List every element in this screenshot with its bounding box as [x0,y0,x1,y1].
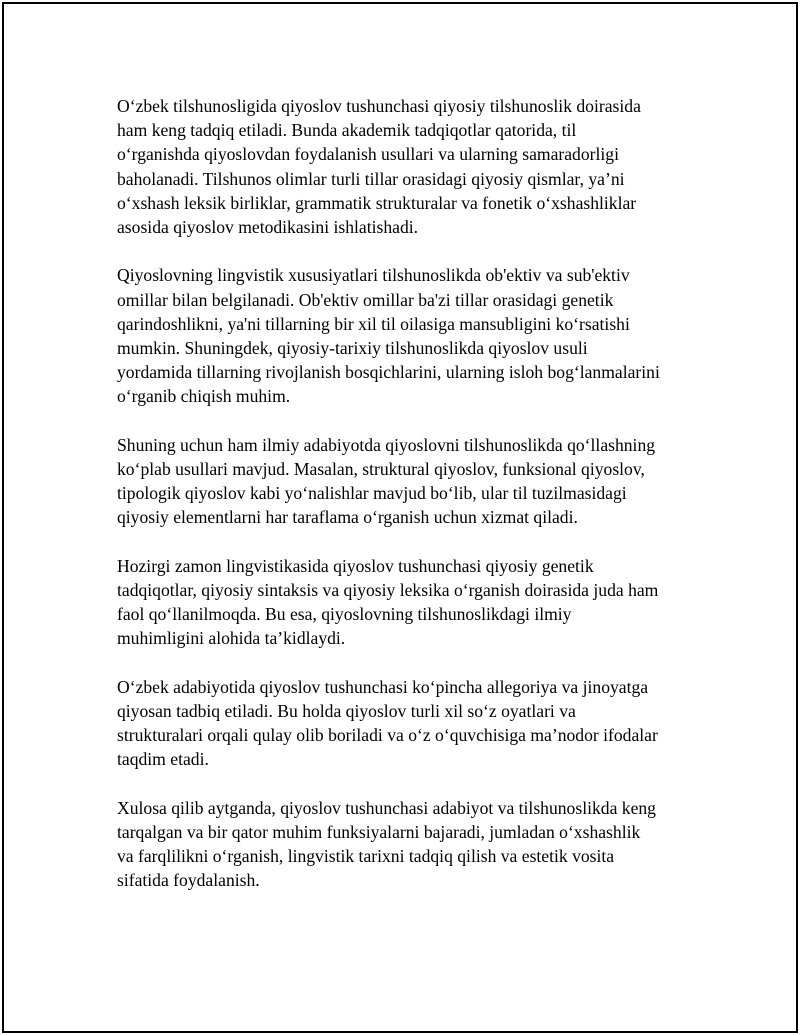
paragraph-4: Hozirgi zamon lingvistikasida qiyoslov tushunchasi qiyosiy genetik tadqiqotlar, qiyosiy sintaksis va qiyosiy leksika o‘rganish doirasida juda ham faol qo‘llanilmoqda. Bu esa, qiyoslovning tilshunoslikdagi ilmiy muhimligini alohida ta’kidlaydi. [117,555,659,649]
paragraph-2: Qiyoslovning lingvistik xususiyatlari tilshunoslikda ob'ektiv va sub'ektiv omillar bilan belgilanadi. Ob'ektiv omillar ba'zi tillar orasidagi genetik qarindoshlikni, ya'ni tillarning bir xil til oilasiga mansubligini ko‘rsatishi mumkin. Shuningdek, qiyosiy-tarixiy tilshunoslikda qiyoslov usuli yordamida tillarning rivojlanish bosqichlarini, ularning isloh bog‘lanmalarini o‘rganib chiqish muhim. [117,265,660,407]
paragraph-3: Shuning uchun ham ilmiy adabiyotda qiyoslovni tilshunoslikda qo‘llashning ko‘plab usullari mavjud. Masalan, struktural qiyoslov, funksional qiyoslov, tipologik qiyoslov kabi yo‘nalishlar mavjud bo‘lib, ular til tuzilmasidagi qiyosiy elementlarni har taraflama o‘rganish uchun xizmat qiladi. [117,434,656,528]
paragraph-6: Xulosa qilib aytganda, qiyoslov tushunchasi adabiyot va tilshunoslikda keng tarqalgan va bir qator muhim funksiyalarni bajaradi, jumladan o‘xshashlik va farqlilikni o‘rganish, lingvistik tarixni tadqiq qilish va estetik vosita sifatida foydalanish. [117,797,656,891]
paragraph-1: O‘zbek tilshunosligida qiyoslov tushunchasi qiyosiy tilshunoslik doirasida ham keng tadqiq etiladi. Bunda akademik tadqiqotlar qatorida, til o‘rganishda qiyoslovdan foydalanish usullari va ularning samaradorligi baholanadi. Tilshunos olimlar turli tillar orasidagi qiyosiy qismlar, ya’ni o‘xshash leksik birliklar, grammatik strukturalar va fonetik o‘xshashliklar asosida qiyoslov metodikasini ishlatishadi. [117,96,641,238]
paragraph-5: O‘zbek adabiyotida qiyoslov tushunchasi ko‘pincha allegoriya va jinoyatga qiyosan tadbiq etiladi. Bu holda qiyoslov turli xil so‘z oyatlari va strukturalari orqali qulay olib boriladi va o‘z o‘quvchisiga ma’nodor ifodalar taqdim etadi. [117,676,658,770]
document-body [117,94,717,893]
